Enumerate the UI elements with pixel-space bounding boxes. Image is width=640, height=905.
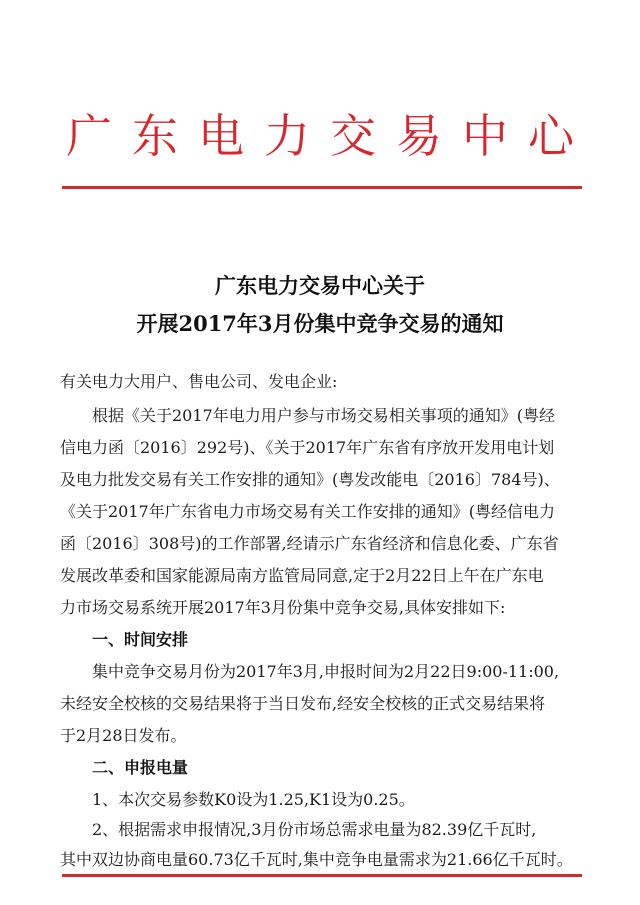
- org-title: 广东电力交易中心: [66, 109, 594, 163]
- intro-line: 发展改革委和国家能源局南方监管局同意,定于2月22日上午在广东电: [60, 566, 544, 585]
- schedule-line: 未经安全校核的交易结果将于当日发布,经安全校核的正式交易结果将: [60, 694, 546, 713]
- document-title-line-1: 广东电力交易中心关于: [215, 273, 425, 298]
- intro-line: 力市场交易系统开展2017年3月份集中竞争交易,具体安排如下:: [60, 598, 506, 617]
- volume-line: 其中双边协商电量60.73亿千瓦时,集中竞争电量需求为21.66亿千瓦时。: [60, 850, 573, 869]
- volume-line: 2、根据需求申报情况,3月份市场总需求电量为82.39亿千瓦时,: [92, 820, 537, 839]
- intro-line: 《关于2017年广东省电力市场交易有关工作安排的通知》(粤经信电力: [60, 502, 555, 521]
- section-heading-schedule: 一、时间安排: [92, 630, 189, 649]
- salutation: 有关电力大用户、售电公司、发电企业:: [60, 372, 338, 391]
- intro-line: 信电力函〔2016〕292号)、《关于2017年广东省有序放开发用电计划: [60, 438, 555, 457]
- section-heading-volume: 二、申报电量: [92, 758, 189, 777]
- header-red-divider: [62, 186, 582, 189]
- footer-red-divider: [62, 874, 582, 877]
- schedule-line: 集中竞争交易月份为2017年3月,申报时间为2月22日9:00-11:00,: [92, 662, 560, 681]
- schedule-line: 于2月28日发布。: [60, 726, 187, 745]
- intro-line: 及电力批发交易有关工作安排的通知》(粤发改能电〔2016〕784号)、: [60, 470, 560, 489]
- intro-line: 函〔2016〕308号)的工作部署,经请示广东省经济和信息化委、广东省: [60, 534, 559, 553]
- intro-line: 根据《关于2017年电力用户参与市场交易相关事项的通知》(粤经: [92, 406, 555, 425]
- document-title-line-2: 开展2017年3月份集中竞争交易的通知: [136, 311, 504, 336]
- volume-line: 1、本次交易参数K0设为1.25,K1设为0.25。: [92, 790, 415, 809]
